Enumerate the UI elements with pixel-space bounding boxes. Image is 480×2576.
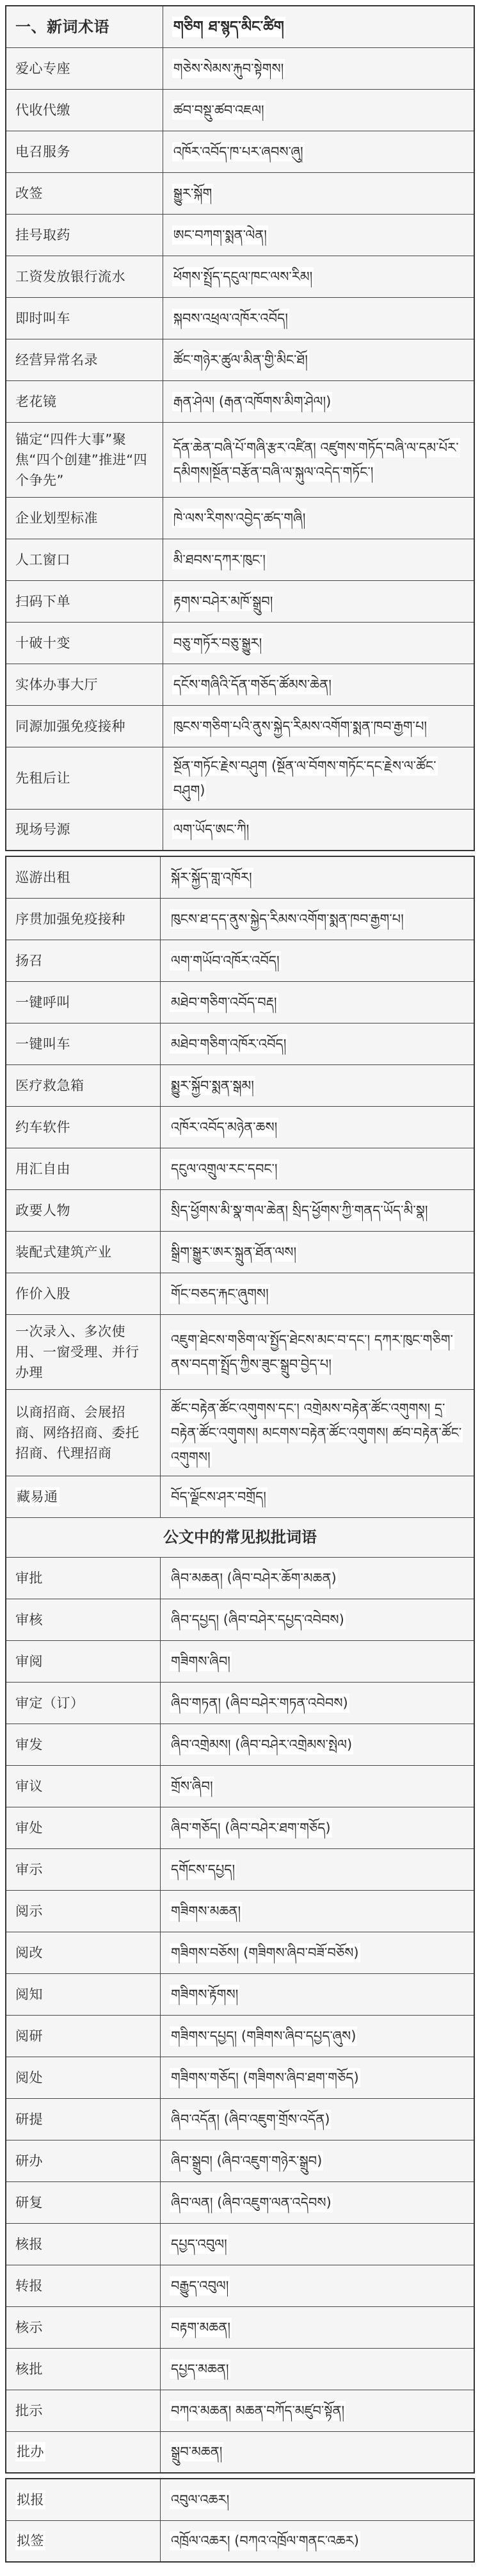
term-tibetan-text: ཕོགས་སྤྲོད་དངུལ་ཁང་ལས་རིམ། — [172, 267, 314, 286]
table-row — [6, 1973, 474, 2015]
term-tibetan-cell — [161, 1932, 474, 1973]
term-tibetan-cell — [163, 256, 474, 297]
term-tibetan-cell — [161, 2057, 474, 2098]
term-chinese-text: 实体办事大厅 — [15, 676, 98, 692]
term-tibetan-cell — [161, 856, 474, 898]
term-chinese-text: 序贯加强免疫接种 — [15, 911, 125, 927]
term-tibetan-text: དངོས་གཞིའི་དོན་གཅོད་ཚོམས་ཆེན། — [172, 675, 333, 694]
term-tibetan-cell — [161, 2181, 474, 2223]
term-tibetan-text: སྐབས་འཕྲལ་འཁོར་འབོད། — [172, 309, 289, 328]
term-chinese-cell — [6, 1973, 161, 2015]
table-row — [6, 1023, 474, 1064]
term-chinese-text: 同源加强免疫接种 — [15, 718, 125, 734]
term-chinese-cell — [6, 2140, 161, 2181]
term-chinese-cell — [6, 622, 163, 664]
terms-tables-container — [5, 5, 475, 2563]
term-tibetan-text: ལག་གཡོབ་འཁོར་འབོད། — [170, 951, 281, 970]
table-row — [6, 981, 474, 1023]
new-terms-table-2 — [5, 856, 475, 2474]
term-chinese-cell — [6, 2015, 161, 2057]
term-chinese-text: 一键呼叫 — [15, 994, 70, 1010]
term-tibetan-cell — [161, 1231, 474, 1273]
term-chinese-cell — [6, 898, 161, 940]
term-tibetan-cell — [161, 2390, 474, 2431]
table-row — [6, 1724, 474, 1765]
table-row — [6, 497, 474, 539]
term-chinese-cell — [6, 256, 163, 297]
term-tibetan-cell — [163, 622, 474, 664]
term-chinese-cell — [6, 2431, 161, 2473]
term-chinese-text: 审议 — [15, 1778, 43, 1794]
term-chinese-text: 审定（订） — [15, 1695, 84, 1711]
term-tibetan-text: ཞིབ་ལན། (ཞིབ་འཇུག་ལན་འདེབས) — [170, 2193, 333, 2212]
table-row — [6, 1848, 474, 1890]
term-tibetan-text: འཇུག་ཐེངས་གཅིག་ལ་སྤྱོད་ཐེངས་མང་བ་དང་། དཀར་ཁུང་གཅིག་ནས་བདག་སྤྲོད་ཀྱིས་ཟུང་སྒྲུབ་བྱེད་པ། — [170, 1330, 454, 1374]
term-chinese-text: 批办 — [15, 2442, 45, 2461]
term-tibetan-text: སྒྲིག་སྒྱུར་ཨར་སྐྲུན་ཐོན་ལས། — [170, 1243, 298, 1262]
table-row — [6, 705, 474, 747]
table-row — [6, 539, 474, 580]
term-tibetan-text: སྐོར་སྐྱོད་གླ་འཁོར། — [170, 868, 253, 887]
term-chinese-text: 阅示 — [15, 1903, 43, 1919]
term-chinese-cell — [6, 1273, 161, 1314]
term-chinese-cell — [6, 1189, 161, 1231]
term-chinese-text: 装配式建筑产业 — [15, 1244, 112, 1260]
table-row — [6, 2015, 474, 2057]
term-chinese-text: 审核 — [15, 1611, 43, 1627]
table-row — [6, 2431, 474, 2473]
term-chinese-text: 拟签 — [15, 2531, 45, 2550]
term-tibetan-text: ཞིབ་གཅོད། (ཞིབ་བཤེར་ཐག་གཅོད) — [170, 1818, 332, 1838]
draft-approval-table-3 — [5, 2478, 475, 2563]
term-tibetan-text: བརྟག་མཆན། — [170, 2318, 232, 2337]
term-tibetan-cell — [163, 47, 474, 89]
table-row — [6, 2306, 474, 2348]
term-tibetan-text: ཞིབ་མཆན། (ཞིབ་བཤེར་ཆོག་མཆན) — [170, 1569, 338, 1588]
term-chinese-cell — [6, 2098, 161, 2140]
term-chinese-text: 核批 — [15, 2361, 43, 2377]
term-chinese-cell — [6, 2479, 161, 2520]
term-chinese-cell — [6, 1682, 161, 1724]
term-tibetan-text: མི་ཐབས་དཀར་ཁུང་། — [172, 550, 267, 569]
term-chinese-text: 审处 — [15, 1820, 43, 1836]
term-tibetan-cell — [161, 1973, 474, 2015]
term-chinese-text: 即时叫车 — [15, 310, 70, 326]
table-row — [6, 809, 474, 851]
term-tibetan-text: དཔྱད་འབུལ། — [170, 2235, 228, 2254]
table-row — [6, 1064, 474, 1106]
table-row — [6, 2140, 474, 2181]
term-tibetan-cell — [161, 1848, 474, 1890]
term-chinese-text: 阅处 — [15, 2069, 43, 2085]
term-chinese-cell — [6, 1765, 161, 1807]
term-chinese-cell — [6, 422, 163, 497]
term-tibetan-cell — [163, 214, 474, 256]
term-tibetan-text: དངུལ་འགྲུལ་རང་དབང་། — [170, 1159, 279, 1178]
term-tibetan-text: གཟིགས་ཞིབ། — [170, 1652, 232, 1671]
term-chinese-text: 用汇自由 — [15, 1161, 70, 1177]
table-row — [6, 422, 474, 497]
column-header-row — [6, 6, 474, 47]
term-chinese-text: 研提 — [15, 2111, 43, 2127]
term-tibetan-cell — [161, 2348, 474, 2390]
term-chinese-cell — [6, 1314, 161, 1389]
term-tibetan-cell — [163, 380, 474, 422]
term-chinese-text: 研复 — [15, 2194, 43, 2210]
table-row — [6, 89, 474, 131]
term-chinese-text: 阅知 — [15, 1986, 43, 2002]
term-chinese-cell — [6, 2390, 161, 2431]
term-chinese-cell — [6, 297, 163, 339]
term-tibetan-cell — [161, 1476, 474, 1517]
table-row — [6, 1640, 474, 1682]
term-chinese-text: 电召服务 — [15, 143, 70, 159]
table-row — [6, 1682, 474, 1724]
table-row — [6, 2098, 474, 2140]
table-row — [6, 1890, 474, 1932]
term-tibetan-text: འབུལ་འཆར། — [170, 2490, 230, 2509]
term-chinese-cell — [6, 539, 163, 580]
term-tibetan-cell — [161, 2479, 474, 2520]
term-tibetan-text: ཁུངས་ཐ་དད་ནུས་སྐྱེད་རིམས་འགོག་སྨན་ཁབ་རྒྱག་པ། — [170, 909, 405, 929]
term-tibetan-text: བཀའ་མཆན། མཆན་བཀོད་མཛུབ་སྟོན། — [170, 2401, 346, 2420]
table-row — [6, 580, 474, 622]
table-row — [6, 1231, 474, 1273]
term-tibetan-text: མཐེབ་གཅིག་འབོད་བརྡ། — [170, 993, 278, 1012]
term-tibetan-text: བརྒྱུད་འབུལ། — [170, 2276, 230, 2295]
term-tibetan-cell — [161, 1557, 474, 1599]
term-chinese-cell — [6, 1231, 161, 1273]
table-row — [6, 214, 474, 256]
table-row — [6, 1599, 474, 1640]
term-chinese-cell — [6, 2223, 161, 2265]
term-chinese-cell — [6, 47, 163, 89]
term-tibetan-text: ཁུངས་གཅིག་པའི་ནུས་སྐྱེད་རིམས་འགོག་སྨན་ཁབ་རྒྱག་པ། — [172, 717, 428, 736]
table-row — [6, 2223, 474, 2265]
table-row — [6, 1807, 474, 1848]
term-tibetan-cell — [163, 497, 474, 539]
term-chinese-cell — [6, 1640, 161, 1682]
term-tibetan-text: སྲིད་ཕྱོགས་མི་སྣ་གལ་ཆེན། སྲིད་ཕྱོགས་ཀྱི་གནད་ཡོད་མི་སྣ། — [170, 1201, 429, 1220]
term-tibetan-text: བོད་ལྗོངས་ཤར་བགྲོད། — [170, 1487, 268, 1506]
term-tibetan-text: ཞིབ་སྒྲུབ། (ཞིབ་འཇུག་གཉེར་སྒྲུབ) — [170, 2151, 323, 2171]
new-terms-table — [5, 5, 475, 851]
term-chinese-text: 先租后让 — [15, 770, 70, 786]
term-tibetan-cell — [161, 2431, 474, 2473]
table-row — [6, 2479, 474, 2520]
term-tibetan-cell — [163, 89, 474, 131]
table-row — [6, 898, 474, 940]
term-tibetan-text: དཔྱད་མཆན། — [170, 2360, 230, 2379]
table-row — [6, 2390, 474, 2431]
term-chinese-cell — [6, 89, 163, 131]
term-tibetan-cell — [163, 539, 474, 580]
term-chinese-cell — [6, 2348, 161, 2390]
table-row — [6, 172, 474, 214]
table-row — [6, 664, 474, 705]
term-tibetan-text: སྒྲུབ་མཆན། — [170, 2442, 223, 2461]
term-chinese-text: 审批 — [15, 1570, 43, 1586]
table-row — [6, 622, 474, 664]
term-chinese-text: 阅改 — [15, 1944, 43, 1961]
term-tibetan-cell — [163, 6, 474, 47]
term-tibetan-text: གཟིགས་བཅོས། (གཟིགས་ཞིབ་བཟོ་བཅོས) — [170, 1943, 360, 1962]
term-tibetan-text: ཚོང་བརྟེན་ཚོང་འགུགས་དང་། འགྲེམས་བརྟེན་ཚོང་འགུགས། དྲ་བརྟེན་ཚོང་འགུགས། མངགས་བརྟེན་ཚོང་འགུགས། ཚབ་བརྟེན་ཚོང་འགུགས། — [170, 1399, 463, 1467]
term-chinese-text: 改签 — [15, 185, 43, 201]
term-tibetan-cell — [161, 2140, 474, 2181]
term-tibetan-cell — [161, 1189, 474, 1231]
term-tibetan-cell — [163, 131, 474, 172]
term-chinese-text: 老花镜 — [15, 393, 57, 409]
term-chinese-text: 爱心专座 — [15, 60, 70, 76]
term-chinese-cell — [6, 1890, 161, 1932]
term-tibetan-text: ཞིབ་འགྲེམས། (ཞིབ་བཤེར་འགྲེམས་སྤེལ) — [170, 1735, 353, 1754]
term-tibetan-text: འཁོར་འབོད་ཁ་པར་ཞབས་ཞུ། — [172, 142, 305, 161]
table-row — [6, 1476, 474, 1517]
table-row — [6, 297, 474, 339]
term-chinese-text: 阅研 — [15, 2028, 43, 2044]
term-tibetan-text: ཨང་བཀག་སྨན་ལེན། — [172, 225, 268, 245]
table-row — [6, 747, 474, 809]
term-tibetan-text: གཟིགས་དཔྱད། (གཟིགས་ཞིབ་དཔྱད་ཞུས) — [170, 2026, 357, 2046]
term-tibetan-text: ཞིབ་གཏན། (ཞིབ་བཤེར་གཏན་འབེབས) — [170, 1693, 349, 1713]
table-row — [6, 1148, 474, 1189]
table-row — [6, 1189, 474, 1231]
term-tibetan-cell — [163, 747, 474, 809]
term-chinese-text: 一、新词术语 — [15, 17, 109, 36]
term-tibetan-cell — [161, 2098, 474, 2140]
term-tibetan-cell — [161, 2520, 474, 2562]
term-tibetan-cell — [163, 580, 474, 622]
term-tibetan-text: གཟིགས་མཆན། — [170, 1902, 242, 1921]
term-chinese-cell — [6, 664, 163, 705]
term-chinese-cell — [6, 705, 163, 747]
table-row — [6, 940, 474, 981]
term-tibetan-cell — [161, 1807, 474, 1848]
term-tibetan-cell — [161, 1890, 474, 1932]
term-tibetan-cell — [163, 705, 474, 747]
term-tibetan-cell — [161, 1148, 474, 1189]
term-tibetan-cell — [163, 422, 474, 497]
term-chinese-cell — [6, 172, 163, 214]
table-row — [6, 1765, 474, 1807]
term-chinese-text: 工资发放银行流水 — [15, 268, 125, 284]
term-tibetan-cell — [161, 898, 474, 940]
term-chinese-cell — [6, 339, 163, 380]
term-chinese-cell — [6, 1476, 161, 1517]
term-tibetan-cell — [161, 1273, 474, 1314]
term-chinese-cell — [6, 6, 163, 47]
term-chinese-cell — [6, 981, 161, 1023]
table-row — [6, 47, 474, 89]
term-tibetan-text: དགོངས་དཔྱད། — [170, 1860, 236, 1879]
term-tibetan-text: མཐེབ་གཅིག་འཁོར་འབོད། — [170, 1034, 287, 1054]
term-chinese-text: 约车软件 — [15, 1119, 70, 1135]
term-tibetan-cell — [161, 2223, 474, 2265]
table-row — [6, 856, 474, 898]
term-tibetan-text: རྒན་ཤེལ། (རྒན་འཁོགས་མིག་ཤེལ།) — [172, 392, 333, 411]
term-chinese-cell — [6, 497, 163, 539]
term-chinese-cell — [6, 380, 163, 422]
term-tibetan-cell — [163, 809, 474, 851]
table-row — [6, 1557, 474, 1599]
term-chinese-cell — [6, 1848, 161, 1890]
section-header-row — [6, 1517, 474, 1557]
term-tibetan-text: གཟིགས་གཅོད། (གཟིགས་ཞིབ་ཐག་གཅོད) — [170, 2068, 360, 2087]
term-tibetan-text: འཁོར་འབོད་མཉེན་ཆས། — [170, 1118, 278, 1137]
term-tibetan-cell — [161, 940, 474, 981]
term-chinese-text: 核报 — [15, 2236, 43, 2252]
term-chinese-cell — [6, 2306, 161, 2348]
term-tibetan-cell — [161, 1765, 474, 1807]
term-tibetan-text: ཞིབ་དཔྱད། (ཞིབ་བཤེར་དཔྱད་འབེབས) — [170, 1610, 346, 1629]
term-tibetan-text: གཟིགས་རྟོགས། — [170, 1985, 239, 2004]
term-tibetan-text: སྔོན་གཏོང་རྗེས་བཤུག (སྔོན་ལ་བོགས་གཏོང་དང་རྗེས་ལ་ཚོང་བཤུག) — [172, 756, 438, 800]
term-tibetan-text: གྲོས་ཞིབ། — [170, 1777, 214, 1796]
term-chinese-text: 作价入股 — [15, 1285, 70, 1301]
term-chinese-cell — [6, 1106, 161, 1148]
term-chinese-text: 以商招商、会展招商、网络招商、委托招商、代理招商 — [15, 1404, 140, 1461]
section-title: 公文中的常见拟批词语 — [6, 1517, 474, 1557]
term-tibetan-text: གཅིག ཐ་སྙད་མིང་ཚིག — [172, 17, 285, 37]
table-row — [6, 1106, 474, 1148]
term-tibetan-cell — [161, 2265, 474, 2306]
term-chinese-text: 拟报 — [15, 2490, 45, 2509]
term-tibetan-cell — [161, 1640, 474, 1682]
term-chinese-text: 核示 — [15, 2319, 43, 2335]
term-tibetan-cell — [163, 339, 474, 380]
table-row — [6, 380, 474, 422]
term-chinese-text: 藏易通 — [15, 1487, 60, 1506]
term-chinese-text: 人工窗口 — [15, 551, 70, 567]
term-chinese-text: 医疗救急箱 — [15, 1077, 84, 1093]
term-chinese-text: 经营异常名录 — [15, 352, 98, 368]
term-tibetan-cell — [161, 1724, 474, 1765]
term-tibetan-text: གོང་བཅད་རྐང་ཞུགས། — [170, 1284, 270, 1303]
table-row — [6, 1389, 474, 1476]
term-chinese-cell — [6, 2181, 161, 2223]
term-tibetan-cell — [161, 1314, 474, 1389]
term-chinese-cell — [6, 1389, 161, 1476]
term-chinese-cell — [6, 131, 163, 172]
table-row — [6, 256, 474, 297]
term-chinese-cell — [6, 1023, 161, 1064]
term-tibetan-text: དོན་ཆེན་བཞི་པོ་གཞི་རྩར་འཛིན། འཛུགས་གཏོད་བཞི་ལ་དམ་པོར་དམིགས།སྔོན་བརྩོན་བཞི་ལ་སྐུལ་འདེད་གཏོང་། — [172, 438, 460, 482]
term-tibetan-text: ཁེ་ལས་རིགས་འབྱེད་ཚད་གཞི། — [172, 509, 307, 528]
term-chinese-text: 政要人物 — [15, 1202, 70, 1218]
term-chinese-cell — [6, 747, 163, 809]
table-row — [6, 2348, 474, 2390]
table-row — [6, 2057, 474, 2098]
term-tibetan-cell — [161, 2015, 474, 2057]
term-chinese-cell — [6, 1148, 161, 1189]
term-tibetan-text: ལག་ཡོད་ཨང་ཀི། — [172, 820, 251, 839]
term-chinese-text: 现场号源 — [15, 822, 70, 838]
term-chinese-cell — [6, 1807, 161, 1848]
term-chinese-text: 审示 — [15, 1861, 43, 1877]
term-tibetan-text: ཞིབ་འདོན། (ཞིབ་འཇུག་གྲོས་འདོན) — [170, 2110, 331, 2129]
term-tibetan-cell — [161, 1389, 474, 1476]
term-chinese-text: 转报 — [15, 2278, 43, 2294]
term-tibetan-cell — [163, 664, 474, 705]
term-chinese-text: 企业划型标准 — [15, 510, 98, 526]
table-row — [6, 1273, 474, 1314]
term-chinese-cell — [6, 1557, 161, 1599]
term-tibetan-text: གཅེས་སེམས་རྐུབ་སྟེགས། — [172, 59, 285, 78]
term-chinese-cell — [6, 1599, 161, 1640]
term-tibetan-text: འཁྲོལ་འཆར། (བཀའ་འཁྲོལ་གནང་འཆར) — [170, 2531, 360, 2550]
term-chinese-cell — [6, 856, 161, 898]
term-tibetan-cell — [161, 1106, 474, 1148]
term-tibetan-text: སྨྱུར་སྐྱོབ་སྨན་སྒམ། — [170, 1076, 255, 1095]
term-chinese-text: 批示 — [15, 2402, 43, 2418]
term-chinese-cell — [6, 2520, 161, 2562]
term-chinese-cell — [6, 1932, 161, 1973]
table-row — [6, 2265, 474, 2306]
term-tibetan-cell — [163, 297, 474, 339]
term-tibetan-text: རྟགས་བཤེར་མཁོ་སྒྲུབ། — [172, 592, 275, 611]
term-chinese-text: 巡游出租 — [15, 869, 70, 885]
term-chinese-text: 研办 — [15, 2153, 43, 2169]
term-chinese-cell — [6, 940, 161, 981]
term-chinese-text: 审阅 — [15, 1653, 43, 1669]
term-chinese-cell — [6, 1724, 161, 1765]
term-chinese-cell — [6, 580, 163, 622]
term-tibetan-text: བཅུ་གཏོར་བཅུ་སྒྱུར། — [172, 633, 264, 653]
table-row — [6, 1932, 474, 1973]
term-chinese-cell — [6, 214, 163, 256]
term-tibetan-cell — [161, 1023, 474, 1064]
term-tibetan-cell — [161, 1064, 474, 1106]
table-row — [6, 2181, 474, 2223]
term-tibetan-text: ཚོང་གཉེར་ཚུལ་མིན་གྱི་མིང་ཐོ། — [172, 350, 309, 370]
term-chinese-text: 审发 — [15, 1736, 43, 1752]
term-tibetan-text: སྒྱུར་སྐོག — [172, 184, 214, 203]
term-chinese-text: 锚定“四件大事”聚焦“四个创建”推进“四个争先” — [15, 431, 148, 488]
table-row — [6, 1314, 474, 1389]
term-chinese-text: 挂号取药 — [15, 227, 70, 243]
term-chinese-cell — [6, 2057, 161, 2098]
term-tibetan-cell — [161, 981, 474, 1023]
table-row — [6, 2520, 474, 2562]
term-tibetan-cell — [161, 2306, 474, 2348]
term-chinese-text: 一次录入、多次使用、一窗受理、并行办理 — [15, 1323, 140, 1380]
term-tibetan-cell — [163, 172, 474, 214]
term-tibetan-text: ཚབ་བསྡུ་ཚབ་འཇལ། — [172, 101, 266, 120]
table-row — [6, 131, 474, 172]
term-chinese-text: 扬召 — [15, 952, 43, 968]
term-tibetan-cell — [161, 1599, 474, 1640]
table-row — [6, 339, 474, 380]
term-chinese-cell — [6, 2265, 161, 2306]
term-chinese-cell — [6, 809, 163, 851]
term-chinese-text: 代收代缴 — [15, 102, 70, 118]
term-chinese-text: 扫码下单 — [15, 593, 70, 609]
term-chinese-cell — [6, 1064, 161, 1106]
term-chinese-text: 十破十变 — [15, 635, 70, 651]
term-tibetan-cell — [161, 1682, 474, 1724]
term-chinese-text: 一键叫车 — [15, 1036, 70, 1052]
